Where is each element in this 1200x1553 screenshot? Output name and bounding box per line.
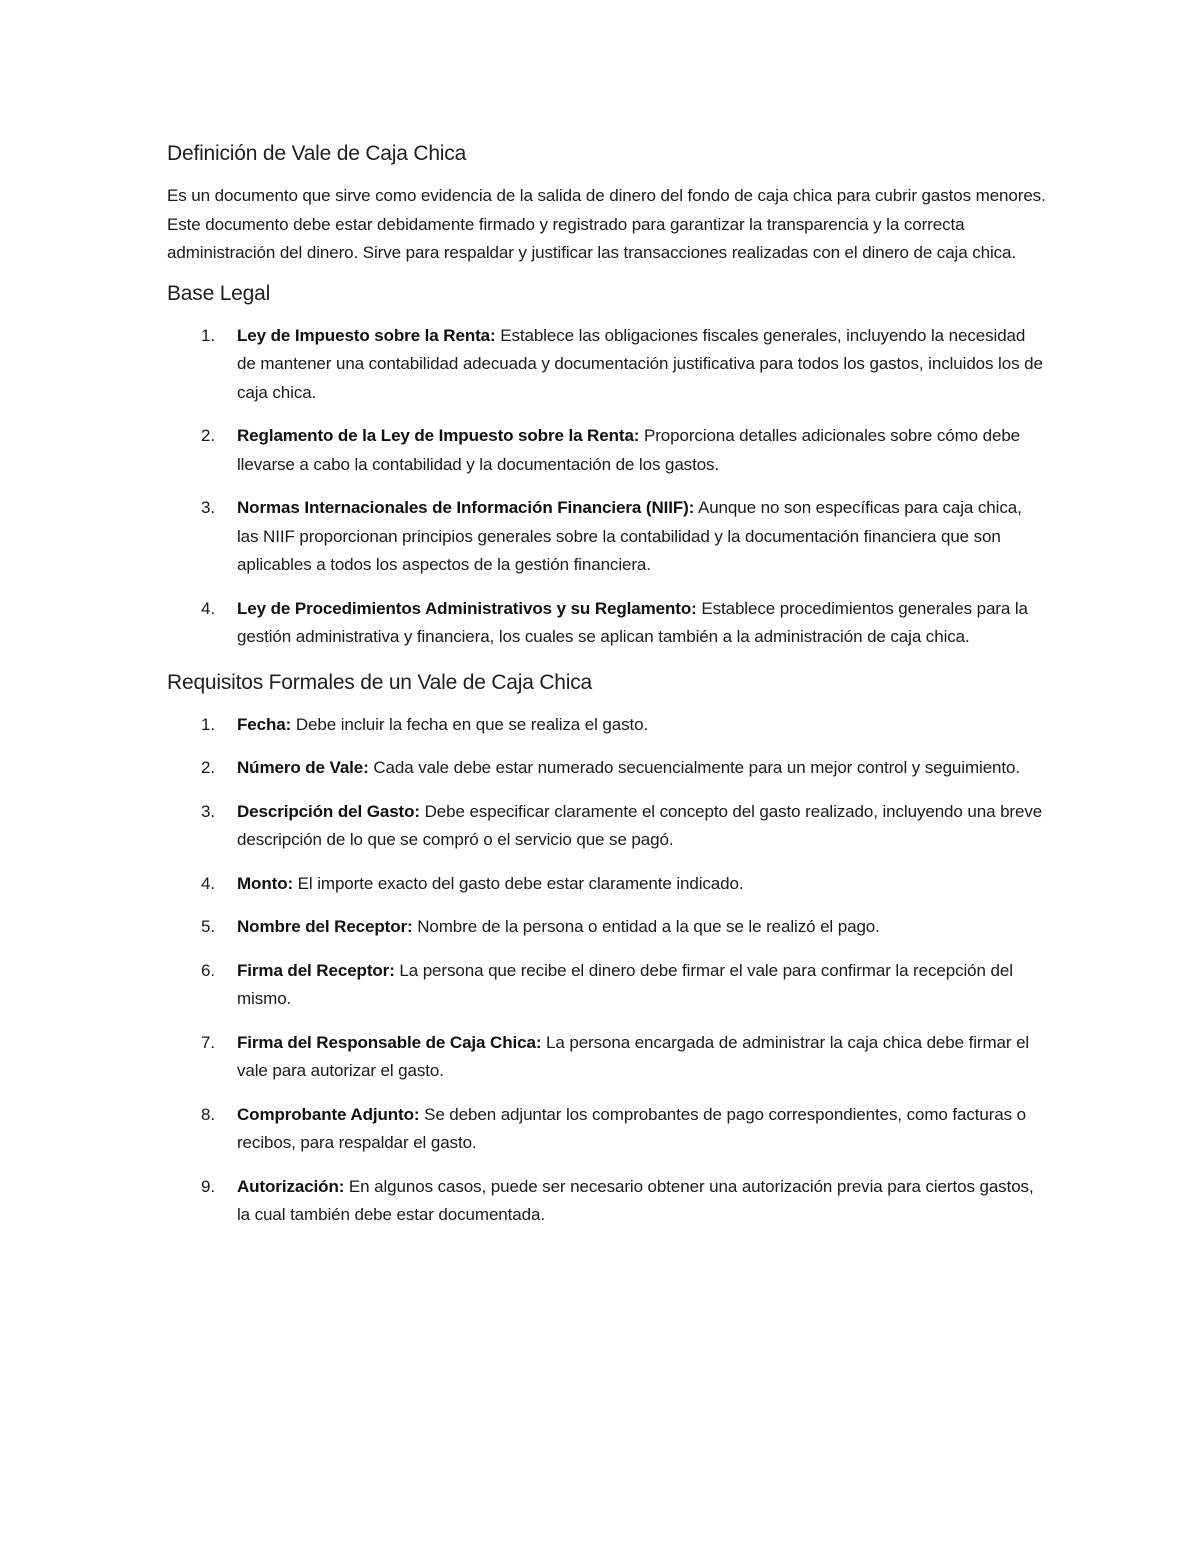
requisitos-heading: Requisitos Formales de un Vale de Caja Chica	[167, 670, 593, 694]
item-number: 1.	[201, 714, 215, 734]
item-number: 3.	[201, 498, 215, 517]
list-item	[167, 1101, 1047, 1158]
item-term: Ley de Procedimientos Administrativos y su Reglamento:	[237, 598, 697, 618]
item-number: 3.	[201, 801, 215, 821]
item-number: 4.	[201, 873, 215, 893]
item-number: 6.	[201, 960, 215, 980]
document-page	[167, 138, 1047, 1245]
item-term: Número de Vale:	[237, 758, 369, 777]
item-text: Establece procedimientos generales para la gestión administrativa y financiera, los cuales se aplican también a la administración de caja chica.	[237, 598, 1028, 646]
item-term: Firma del Responsable de Caja Chica:	[237, 1032, 542, 1052]
item-term: Descripción del Gasto:	[237, 801, 420, 821]
item-text: Proporciona detalles adicionales sobre cómo debe llevarse a cabo la contabilidad y la documentación de los gastos.	[237, 426, 1021, 474]
requisitos-list	[167, 711, 1047, 1230]
item-text: La persona encargada de administrar la caja chica debe firmar el vale para autorizar el gasto.	[237, 1032, 1030, 1080]
item-term: Firma del Receptor:	[237, 960, 395, 980]
item-text: Aunque no son específicas para caja chica, las NIIF proporcionan principios generales sobre la contabilidad y la documentación financiera que son aplicables a todos los aspectos de la gestión financiera.	[237, 498, 1022, 574]
list-item	[167, 1173, 1047, 1230]
item-term: Autorización:	[237, 1176, 345, 1196]
item-term: Ley de Impuesto sobre la Renta:	[237, 325, 496, 345]
list-item	[167, 422, 1047, 479]
list-item	[167, 754, 1047, 783]
item-text: El importe exacto del gasto debe estar claramente indicado.	[293, 873, 744, 893]
item-term: Normas Internacionales de Información Financiera (NIIF):	[237, 498, 695, 517]
list-item	[167, 494, 1047, 580]
base-legal-heading: Base Legal	[167, 281, 271, 305]
item-term: Comprobante Adjunto:	[237, 1104, 420, 1124]
item-number: 7.	[201, 1032, 215, 1052]
item-number: 2.	[201, 758, 215, 777]
item-text: La persona que recibe el dinero debe firmar el vale para confirmar la recepción del mismo.	[237, 960, 1013, 1008]
item-text: Nombre de la persona o entidad a la que se le realizó el pago.	[412, 917, 880, 936]
item-term: Nombre del Receptor:	[237, 917, 413, 936]
item-text: En algunos casos, puede ser necesario obtener una autorización previa para ciertos gastos, la cual también debe estar documentada.	[237, 1176, 1034, 1224]
base-legal-list	[167, 322, 1047, 652]
item-term: Reglamento de la Ley de Impuesto sobre la Renta:	[237, 426, 640, 445]
item-text: Se deben adjuntar los comprobantes de pago correspondientes, como facturas o recibos, para respaldar el gasto.	[237, 1104, 1027, 1152]
list-item	[167, 870, 1047, 899]
item-number: 4.	[201, 598, 215, 618]
item-text: Cada vale debe estar numerado secuencialmente para un mejor control y seguimiento.	[368, 758, 1021, 777]
list-item	[167, 798, 1047, 855]
list-item	[167, 1029, 1047, 1086]
definition-heading: Definición de Vale de Caja Chica	[167, 142, 467, 165]
item-number: 8.	[201, 1104, 215, 1124]
definition-paragraph: Es un documento que sirve como evidencia de la salida de dinero del fondo de caja chica para cubrir gastos menores. Este documento debe estar debidamente firmado y registrado para garantizar la transparencia y la correcta administración del dinero. Sirve para respaldar y justificar las transacciones realizadas con el dinero de caja chica.	[167, 186, 1046, 262]
item-number: 1.	[201, 325, 215, 345]
list-item	[167, 322, 1047, 408]
item-number: 9.	[201, 1176, 215, 1196]
item-term: Fecha:	[237, 714, 292, 734]
item-text: Establece las obligaciones fiscales generales, incluyendo la necesidad de mantener una contabilidad adecuada y documentación justificativa para todos los gastos, incluidos los de caja chica.	[237, 325, 1043, 402]
item-text: Debe incluir la fecha en que se realiza el gasto.	[291, 714, 649, 734]
item-number: 2.	[201, 426, 215, 445]
list-item	[167, 913, 1047, 942]
item-number: 5.	[201, 917, 215, 936]
list-item	[167, 957, 1047, 1014]
list-item	[167, 711, 1047, 740]
list-item	[167, 595, 1047, 652]
item-text: Debe especificar claramente el concepto del gasto realizado, incluyendo una breve descripción de lo que se compró o el servicio que se pagó.	[237, 801, 1043, 849]
item-term: Monto:	[237, 873, 294, 893]
